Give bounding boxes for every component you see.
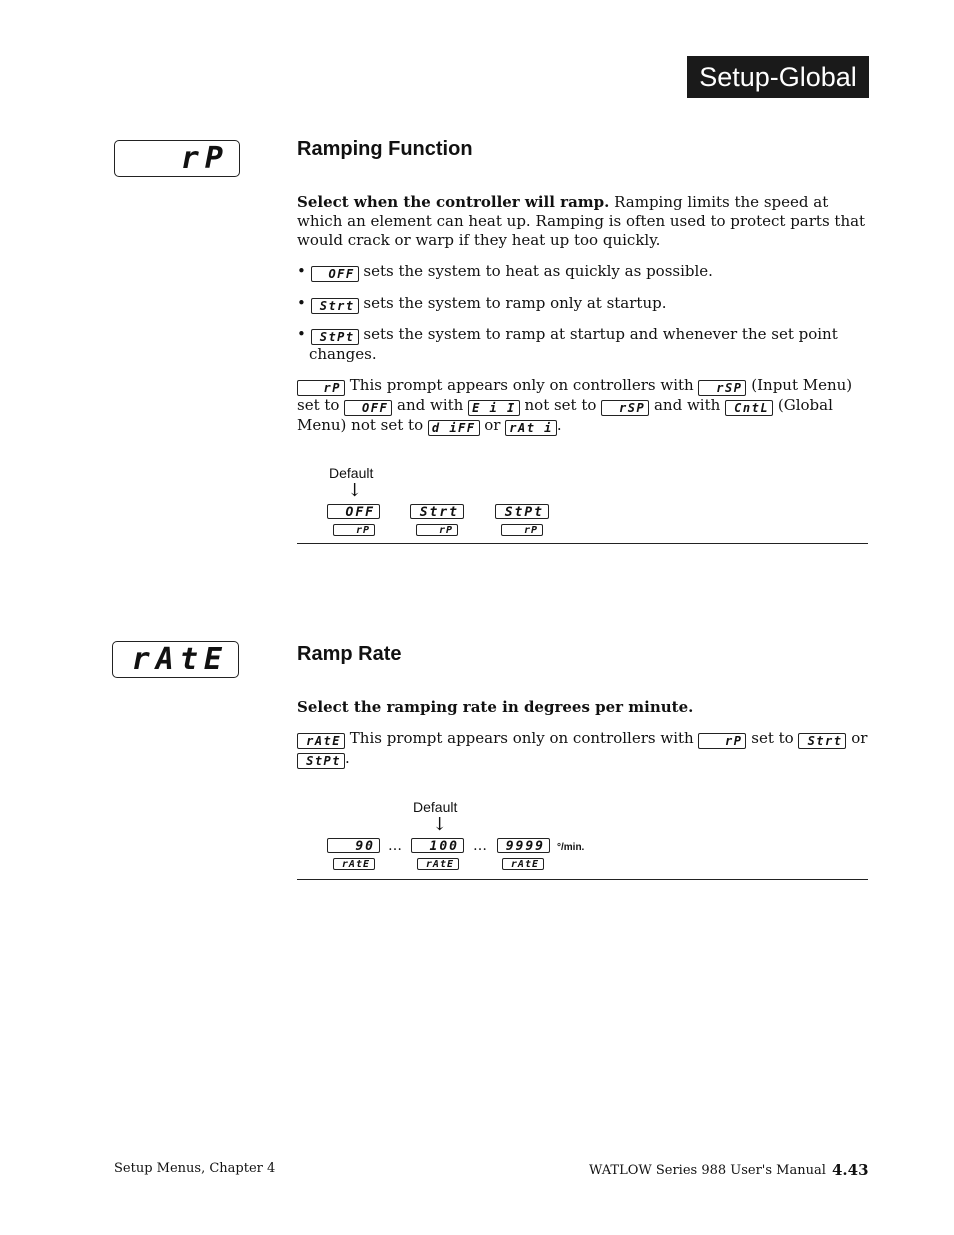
lcd-code-strt: Strt [798,733,846,749]
option-display-off: OFF [327,504,380,519]
ramping-intro-bold: Select when the controller will ramp. [297,193,610,211]
section-title-ramp-rate: Ramp Rate [297,643,402,665]
bullet-text: sets the system to heat as quickly as possible. [363,262,713,280]
default-arrow-icon: ↓ [432,814,448,835]
option-prompt-rp: rP [333,524,375,536]
ramping-note [297,376,872,436]
option-display-9999: 9999 [497,838,550,853]
note-text: This prompt appears only on controllers with [349,729,694,747]
note-text: or [851,729,868,747]
range-ellipsis: … [388,838,402,854]
option-display-90: 90 [327,838,380,853]
lcd-code-rp: rP [698,733,746,749]
ramp-rate-intro-bold: Select the ramping rate in degrees per minute. [297,698,694,716]
page-number: 4.43 [832,1161,869,1179]
ramping-intro-text: Ramping limits the speed at which an element can heat up. Ramping is often used to protect parts that would crack or warp if they heat up too quickly. [297,193,866,249]
option-prompt-rp: rP [501,524,543,536]
note-text: (Input Menu) set to [297,376,853,414]
lcd-code-stpt: StPt [311,329,359,345]
footer-chapter: Setup Menus, Chapter 4 [114,1161,276,1176]
bullet-text: sets the system to ramp only at startup. [363,294,667,312]
unit-label: °/min. [557,842,585,853]
section-divider [297,879,868,880]
lcd-code-rp: rP [297,380,345,396]
ramp-rate-note [297,729,872,769]
default-label: Default [329,465,374,481]
section-divider [297,543,868,544]
bullet-off: • OFF sets the system to heat as quickly as possible. [297,262,713,281]
lcd-code-off: OFF [311,266,359,282]
bullet-text: sets the system to ramp at startup and whenever the set point changes. [309,325,838,363]
bullet-strt: • Strt sets the system to ramp only at startup. [297,294,667,313]
footer-manual-title: WATLOW Series 988 User's Manual [589,1163,826,1178]
note-text: (Global Menu) not set to [297,396,833,434]
option-prompt-rate: rAtE [417,858,459,870]
note-text: and with [653,396,721,414]
range-ellipsis: … [473,838,487,854]
note-text: . [556,416,562,434]
rp-display-icon: rP [114,140,240,177]
lcd-code-cntl: CntL [725,400,773,416]
bullet-stpt: • StPt sets the system to ramp at startup and whenever the set point changes. [297,325,838,363]
ramp-rate-intro [297,698,872,717]
ramping-intro [297,193,872,250]
note-text: . [345,749,350,767]
option-prompt-rate: rAtE [502,858,544,870]
note-text: and with [397,396,464,414]
lcd-code-off: OFF [344,400,392,416]
note-text: This prompt appears only on controllers with [349,376,694,394]
lcd-code-rati: rAt i [505,420,557,436]
option-display-100: 100 [411,838,464,853]
default-arrow-icon: ↓ [347,480,363,501]
note-text: set to [751,729,794,747]
lcd-code-rsp: rSP [698,380,746,396]
lcd-code-ei1: E i I [468,400,520,416]
lcd-code-diff: d iFF [428,420,480,436]
lcd-code-rate: rAtE [297,733,345,749]
section-tab: Setup-Global [687,56,869,98]
lcd-code-rsp: rSP [601,400,649,416]
option-display-strt: Strt [410,504,464,519]
rate-display-icon: rAtE [112,641,239,678]
default-label: Default [413,799,458,815]
section-title-ramping-function: Ramping Function [297,138,473,160]
lcd-code-strt: Strt [311,298,359,314]
lcd-code-stpt: StPt [297,753,345,769]
option-prompt-rate: rAtE [333,858,375,870]
note-text: or [484,416,501,434]
option-prompt-rp: rP [416,524,458,536]
note-text: not set to [524,396,597,414]
option-display-stpt: StPt [495,504,549,519]
